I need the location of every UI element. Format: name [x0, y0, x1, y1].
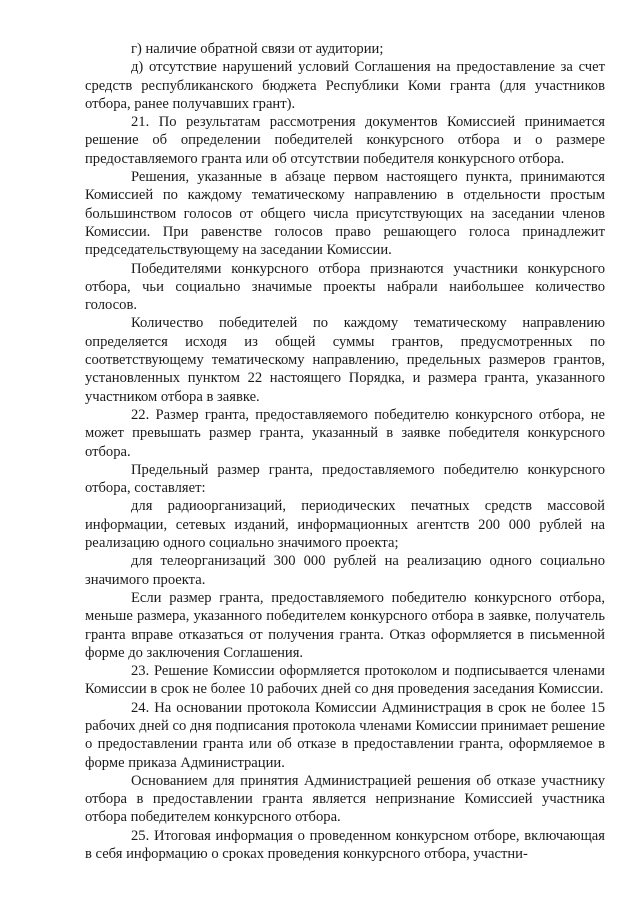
grant-limit-radio-paragraph: для радиоорганизаций, периодических печатных средств массовой информации, сетевых изданий, информационных агентств 200 000 рублей на реализацию одного социально значимого проекта; — [85, 498, 605, 552]
clause-21-paragraph: 21. По результатам рассмотрения документов Комиссией принимается решение об определении победителей конкурсного отбора и о размере предоставляемого гранта или об отсутствии победителя конкурсного отбора. — [85, 114, 605, 167]
winners-definition-paragraph: Победителями конкурсного отбора признаются участники конкурсного отбора, чьи социально значимые проекты набрали наибольшее количество голосов. — [85, 260, 605, 314]
winners-count-paragraph: Количество победителей по каждому тематическому направлению определяется исходя из общей суммы грантов, предусмотренных по соответствующему тематическому направлению, предельных размеров грантов, установленных пунктом 22 настоящего Порядка, и размера гранта, указанного участником отбора в заявке. — [85, 315, 605, 405]
clause-23-paragraph: 23. Решение Комиссии оформляется протоколом и подписывается членами Комиссии в срок не более 10 рабочих дней со дня проведения заседания Комиссии. — [85, 663, 605, 698]
clause-25-paragraph: 25. Итоговая информация о проведенном конкурсном отборе, включающая в себя информацию о сроках проведения конкурсного отбора, участни- — [85, 827, 605, 863]
criterion-no-violations-paragraph: д) отсутствие нарушений условий Соглашения на предоставление за счет средств республиканского бюджета Республики Коми гранта (для участников отбора, ранее получавших грант). — [85, 59, 605, 112]
decision-voting-paragraph: Решения, указанные в абзаце первом настоящего пункта, принимаются Комиссией по каждому тематическому направлению в отдельности простым большинством голосов от общего числа присутствующих на заседании членов Комиссии. При равенстве голосов право решающего голоса принадлежит председательствующему на заседании Комиссии. — [85, 169, 605, 259]
grant-limit-tv-paragraph: для телеорганизаций 300 000 рублей на реализацию одного социально значимого проекта. — [85, 553, 605, 588]
grant-limit-intro-paragraph: Предельный размер гранта, предоставляемого победителю конкурсного отбора, составляет: — [85, 461, 605, 497]
document-body — [85, 40, 605, 863]
criterion-feedback-paragraph: г) наличие обратной связи от аудитории; — [131, 41, 384, 57]
clause-22-paragraph: 22. Размер гранта, предоставляемого победителю конкурсного отбора, не может превышать размер гранта, указанный в заявке победителя конкурсного отбора. — [85, 406, 605, 460]
clause-24-paragraph: 24. На основании протокола Комиссии Администрация в срок не более 15 рабочих дней со дня подписания протокола членами Комиссии принимает решение о предоставлении гранта или об отказе в предоставлении гранта, оформляемое в форме приказа Администрации. — [85, 699, 605, 771]
refusal-basis-paragraph: Основанием для принятия Администрацией решения об отказе участнику отбора в предоставлении гранта является непризнание Комиссией участника отбора победителем конкурсного отбора. — [85, 772, 605, 826]
grant-refusal-paragraph: Если размер гранта, предоставляемого победителю конкурсного отбора, меньше размера, указанного победителем конкурсного отбора в заявке, получатель гранта вправе отказаться от получения гранта. Отказ оформляется в письменной форме до заключения Соглашения. — [85, 589, 605, 661]
